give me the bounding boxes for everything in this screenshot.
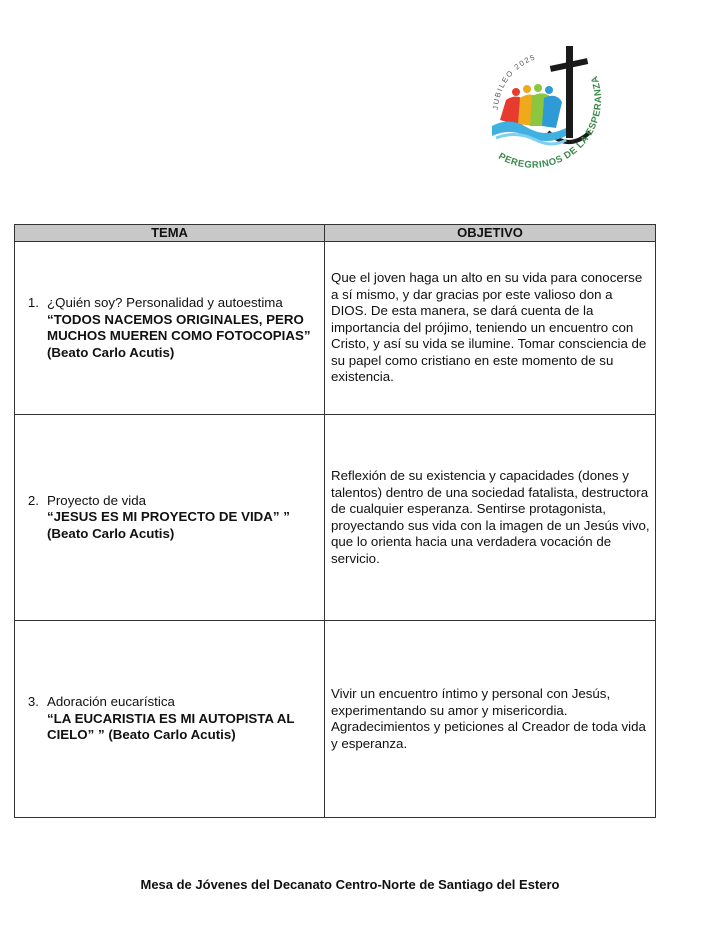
header-objetivo: OBJETIVO	[325, 225, 656, 242]
objetivo-cell: Reflexión de su existencia y capacidades (dones y talentos) dentro de una sociedad fatalista, destructora de cualquier esperanza. Sentirse protagonista, proyectando sus vida con la imagen de un Jesús vivo, que lo orienta hacia una verdadera vocación de servicio.	[325, 415, 656, 621]
cross-icon	[566, 46, 573, 138]
topics-table	[14, 224, 656, 818]
table-row	[15, 242, 656, 415]
topic-title: Proyecto de vida	[47, 492, 147, 508]
topic-title: ¿Quién soy? Personalidad y autoestima	[47, 295, 283, 310]
header-tema: TEMA	[15, 225, 325, 242]
topic-quote: “JESUS ES MI PROYECTO DE VIDA” ” (Beato Carlo Acutis)	[47, 509, 290, 541]
tema-cell	[15, 242, 325, 415]
topic-quote: “TODOS NACEMOS ORIGINALES, PERO MUCHOS MUEREN COMO FOTOCOPIAS” (Beato Carlo Acutis)	[47, 311, 311, 360]
topic-number: 3.	[27, 694, 39, 710]
jubileo-logo	[470, 40, 630, 190]
table-row	[15, 621, 656, 818]
objetivo-cell: Vivir un encuentro íntimo y personal con Jesús, experimentando su amor y misericordia. Agradecimientos y peticiones al Creador de toda vida y esperanza.	[325, 621, 656, 818]
objetivo-cell: Que el joven haga un alto en su vida para conocerse a sí mismo, y dar gracias por este valioso don a DIOS. De esta manera, se dará cuenta de la importancia del prójimo, teniendo un encuentro con Cristo, y así su vida se ilumine. Tomar consciencia de su papel como cristiano en este momento de su existencia.	[325, 242, 656, 415]
tema-cell	[15, 415, 325, 621]
topic-number: 2.	[27, 492, 39, 508]
table-row	[15, 415, 656, 621]
topic-quote: “LA EUCARISTIA ES MI AUTOPISTA AL CIELO” ” (Beato Carlo Acutis)	[47, 710, 295, 743]
topic-title: Adoración eucarística	[47, 694, 175, 710]
topic-number: 1.	[27, 295, 39, 310]
tema-cell	[15, 621, 325, 818]
logo-arc-bottom-text: PEREGRINOS DE LA ESPERANZA	[496, 74, 605, 171]
logo-arc-top-text: JUBILEO 2025	[490, 52, 538, 111]
footer-text: Mesa de Jóvenes del Decanato Centro-Norte de Santiago del Estero	[140, 877, 560, 892]
